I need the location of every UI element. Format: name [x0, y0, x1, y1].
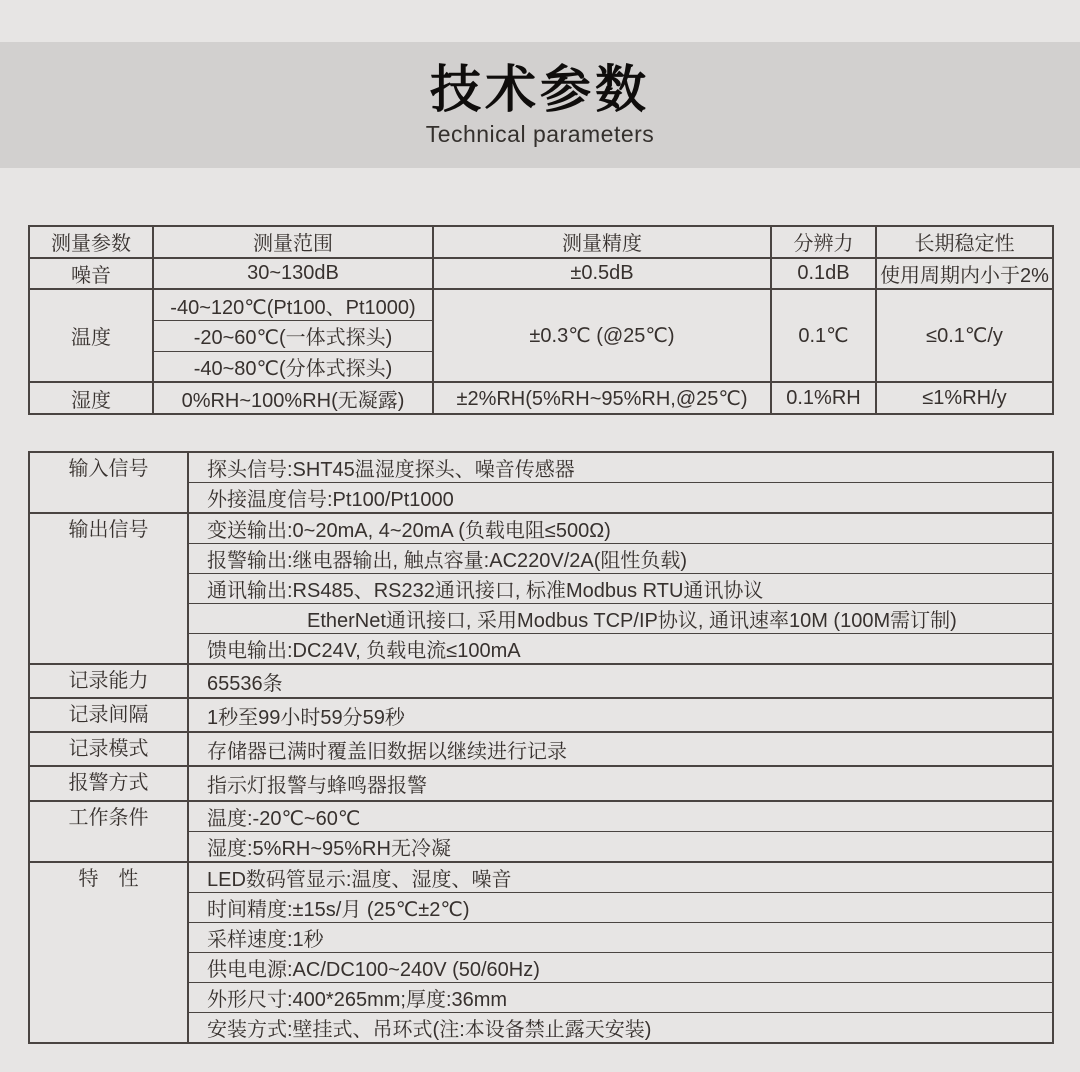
detail-row: [29, 664, 1053, 698]
page-subtitle: Technical parameters: [425, 120, 655, 147]
detail-row: [29, 698, 1053, 732]
spec-cell-resolution: 0.1℃: [771, 289, 876, 382]
col-header-resolution: 分辨力: [771, 226, 876, 258]
spec-cell-param: 温度: [29, 289, 153, 382]
spec-cell-accuracy: ±0.5dB: [433, 258, 771, 290]
spec-cell-resolution: 0.1dB: [771, 258, 876, 290]
detail-item-cell: 探头信号:SHT45温湿度探头、噪音传感器: [188, 452, 1053, 483]
detail-spec-table: [28, 451, 1054, 1044]
group-label-record-interval: 记录间隔: [29, 698, 188, 732]
measurement-spec-table: [28, 225, 1054, 415]
spec-cell-stability: 使用周期内小于2%: [876, 258, 1053, 290]
spec-cell-range: -40~120℃(Pt100、Pt1000): [153, 289, 433, 320]
col-header-range: 测量范围: [153, 226, 433, 258]
spec-row-noise: [29, 258, 1053, 290]
col-header-param: 测量参数: [29, 226, 153, 258]
detail-item-cell: 通讯输出:RS485、RS232通讯接口, 标准Modbus RTU通讯协议: [188, 574, 1053, 604]
detail-item-cell: 1秒至99小时59分59秒: [188, 698, 1053, 732]
detail-item-cell: 馈电输出:DC24V, 负载电流≤100mA: [188, 634, 1053, 665]
detail-row: [29, 801, 1053, 832]
detail-item-cell: 65536条: [188, 664, 1053, 698]
group-label-record-mode: 记录模式: [29, 732, 188, 766]
spec-cell-param: 湿度: [29, 382, 153, 414]
detail-item-cell: LED数码管显示:温度、湿度、噪音: [188, 862, 1053, 893]
detail-item-cell: 变送输出:0~20mA, 4~20mA (负载电阻≤500Ω): [188, 513, 1053, 544]
detail-row: [29, 862, 1053, 893]
group-label-output-signal: 输出信号: [29, 513, 188, 664]
spec-cell-range: -20~60℃(一体式探头): [153, 321, 433, 352]
detail-item-cell: 采样速度:1秒: [188, 922, 1053, 952]
col-header-stability: 长期稳定性: [876, 226, 1053, 258]
detail-item-cell: 湿度:5%RH~95%RH无冷凝: [188, 831, 1053, 862]
detail-item-cell: 指示灯报警与蜂鸣器报警: [188, 766, 1053, 800]
detail-item-cell: EtherNet通讯接口, 采用Modbus TCP/IP协议, 通讯速率10M (100M需订制): [188, 604, 1053, 634]
detail-item-cell: 外接温度信号:Pt100/Pt1000: [188, 483, 1053, 514]
detail-item-cell: 报警输出:继电器输出, 触点容量:AC220V/2A(阻性负载): [188, 544, 1053, 574]
spec-cell-range: -40~80℃(分体式探头): [153, 351, 433, 382]
detail-item-cell: 温度:-20℃~60℃: [188, 801, 1053, 832]
spec-cell-stability: ≤0.1℃/y: [876, 289, 1053, 382]
detail-row: [29, 452, 1053, 483]
detail-item-cell: 外形尺寸:400*265mm;厚度:36mm: [188, 982, 1053, 1012]
spec-cell-accuracy: ±2%RH(5%RH~95%RH,@25℃): [433, 382, 771, 414]
group-label-input-signal: 输入信号: [29, 452, 188, 513]
spec-cell-resolution: 0.1%RH: [771, 382, 876, 414]
spec-cell-range: 0%RH~100%RH(无凝露): [153, 382, 433, 414]
spec-row-temperature: [29, 289, 1053, 320]
spec-cell-range: 30~130dB: [153, 258, 433, 290]
spec-cell-param: 噪音: [29, 258, 153, 290]
detail-item-cell: 供电电源:AC/DC100~240V (50/60Hz): [188, 952, 1053, 982]
page-title: 技术参数: [429, 61, 650, 119]
col-header-accuracy: 测量精度: [433, 226, 771, 258]
detail-row: [29, 766, 1053, 800]
spec-header-row: [29, 226, 1053, 258]
spec-row-humidity: [29, 382, 1053, 414]
group-label-record-capacity: 记录能力: [29, 664, 188, 698]
detail-item-cell: 时间精度:±15s/月 (25℃±2℃): [188, 892, 1053, 922]
group-label-working-conditions: 工作条件: [29, 801, 188, 862]
group-label-alarm-mode: 报警方式: [29, 766, 188, 800]
detail-item-cell: 存储器已满时覆盖旧数据以继续进行记录: [188, 732, 1053, 766]
detail-row: [29, 513, 1053, 544]
title-band: [0, 42, 1080, 168]
spec-cell-accuracy: ±0.3℃ (@25℃): [433, 289, 771, 382]
detail-row: [29, 732, 1053, 766]
group-label-features: 特 性: [29, 862, 188, 1043]
spec-cell-stability: ≤1%RH/y: [876, 382, 1053, 414]
detail-item-cell: 安装方式:壁挂式、吊环式(注:本设备禁止露天安装): [188, 1012, 1053, 1043]
